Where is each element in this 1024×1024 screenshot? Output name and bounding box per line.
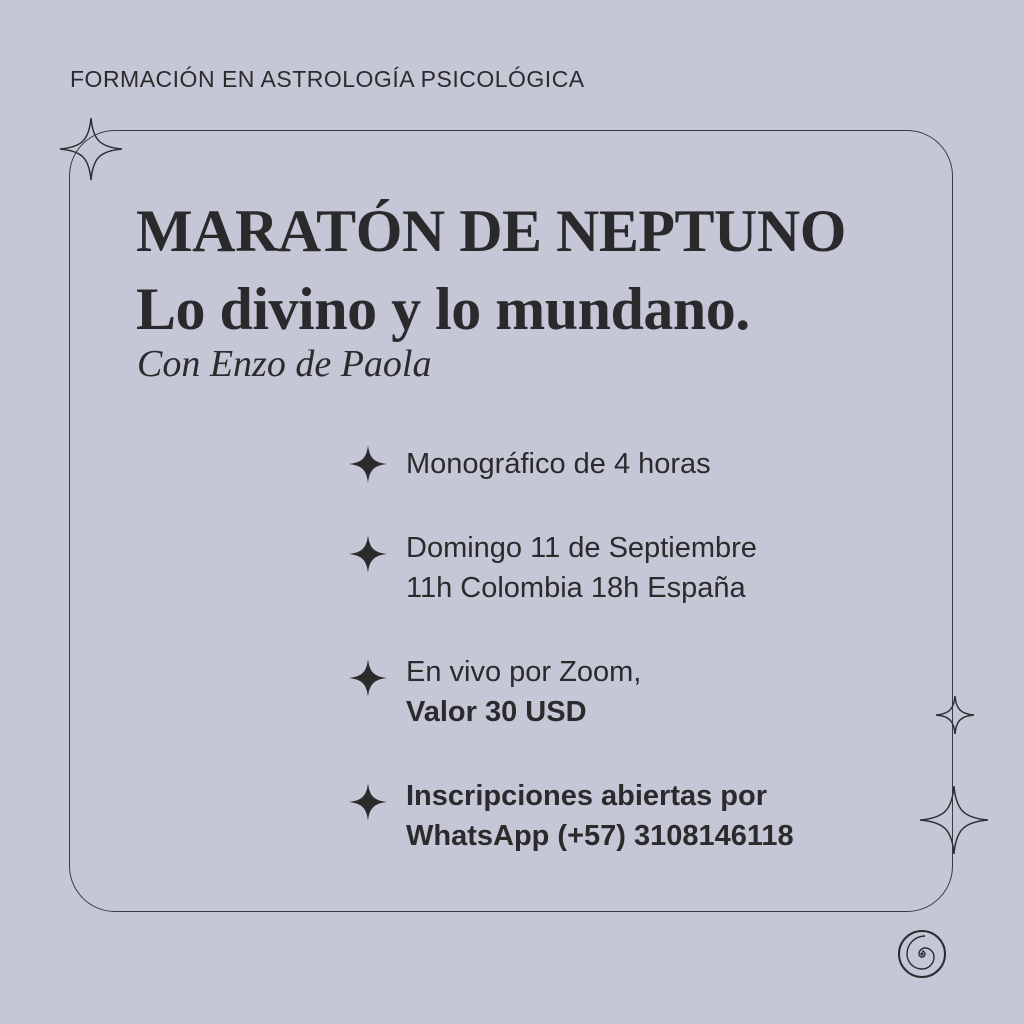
four-point-star-icon (348, 444, 388, 484)
four-point-star-icon (348, 534, 388, 574)
spiral-logo-icon (896, 928, 948, 980)
event-title (136, 192, 846, 348)
registration-text: Inscripciones abiertas por (406, 780, 768, 812)
kicker-heading: FORMACIÓN EN ASTROLOGÍA PSICOLÓGICA (70, 66, 585, 92)
four-point-star-icon (348, 782, 388, 822)
detail-item-date (348, 528, 757, 608)
detail-text: 11h Colombia 18h España (406, 572, 746, 604)
presenter-subtitle: Con Enzo de Paola (137, 343, 432, 385)
detail-item-price (348, 652, 641, 732)
title-line-1: MARATÓN DE NEPTUNO (136, 198, 846, 264)
detail-text: Domingo 11 de Septiembre (406, 532, 757, 564)
sparkle-outline-small-icon (934, 694, 976, 736)
title-line-2: Lo divino y lo mundano. (136, 276, 750, 342)
detail-text: Monográfico de 4 horas (406, 448, 711, 480)
detail-item-registration (348, 776, 794, 856)
whatsapp-contact: WhatsApp (+57) 3108146118 (406, 820, 794, 852)
detail-item-duration (348, 444, 711, 484)
price-text: Valor 30 USD (406, 696, 587, 728)
detail-text: En vivo por Zoom, (406, 656, 642, 688)
four-point-star-icon (348, 658, 388, 698)
sparkle-outline-large-icon (918, 784, 990, 856)
